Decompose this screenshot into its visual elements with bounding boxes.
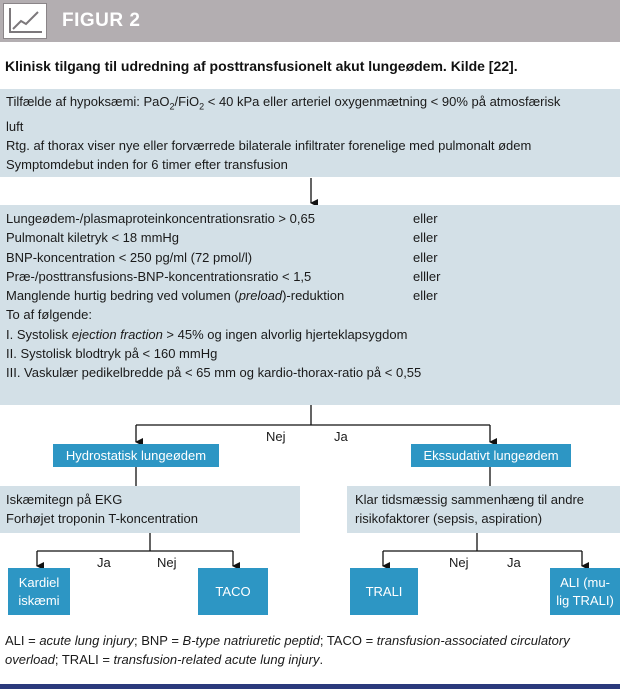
criteria-box-ischemia xyxy=(0,486,300,533)
branch-label-nej: Nej xyxy=(266,429,286,444)
criteria-line: III. Vaskulær pedikelbredde på < 65 mm og kardio-thorax-ratio på < 0,55 xyxy=(6,365,422,381)
outcome-taco: TACO xyxy=(198,568,268,615)
criteria-row: Præ-/posttransfusions-BNP-koncentrationsratio < 1,5 elller xyxy=(6,268,441,284)
criteria-line: II. Systolisk blodtryk på < 160 mmHg xyxy=(6,346,218,362)
criteria-row: Lungeødem-/plasmaproteinkoncentrationsratio > 0,65 eller xyxy=(6,211,438,226)
criteria-row: Pulmonalt kiletryk < 18 mmHg eller xyxy=(6,230,438,246)
branch-label-ja: Ja xyxy=(507,555,521,570)
outcome-cardiac-ischemia: Kardiel iskæmi xyxy=(8,568,70,615)
criteria-row: BNP-koncentration < 250 pg/ml (72 pmol/l) eller xyxy=(6,249,438,265)
abbreviations-footnote xyxy=(5,631,617,669)
branch-label-ja: Ja xyxy=(334,429,348,444)
criteria-line: Symptomdebut inden for 6 timer efter transfusion xyxy=(6,157,288,173)
outcome-ali: ALI (mu- lig TRALI) xyxy=(550,568,620,615)
criteria-box-risk-factors xyxy=(347,486,620,533)
footnote-line: overload; TRALI = transfusion-related acute lung injury. xyxy=(5,652,324,667)
branch-label-ja: Ja xyxy=(97,555,111,570)
outcome-trali: TRALI xyxy=(350,568,418,615)
branch-label-nej: Nej xyxy=(449,555,469,570)
node-hydrostatic: Hydrostatisk lungeødem xyxy=(53,444,219,467)
bottom-rule xyxy=(0,684,620,689)
criteria-line: risikofaktorer (sepsis, aspiration) xyxy=(355,511,543,527)
criteria-line: I. Systolisk ejection fraction > 45% og ingen alvorlig hjerteklapsygdom xyxy=(6,326,408,342)
figure-caption: Klinisk tilgang til udredning af posttransfusionelt akut lungeødem. Kilde [22]. xyxy=(5,58,518,74)
criteria-box-hydrostatic xyxy=(0,205,620,405)
footnote-line: ALI = acute lung injury; BNP = B-type natriuretic peptid; TACO = transfusion-associated circulatory xyxy=(5,633,570,648)
node-exudative: Ekssudativt lungeødem xyxy=(411,444,571,467)
criteria-line: To af følgende: xyxy=(6,307,92,323)
criteria-line: Klar tidsmæssig sammenhæng til andre xyxy=(355,492,585,507)
criteria-line: luft xyxy=(6,118,24,134)
criteria-line: Iskæmitegn på EKG xyxy=(6,492,123,507)
criteria-row: Manglende hurtig bedring ved volumen (preload)-reduktion eller xyxy=(6,288,438,304)
figure-label: FIGUR 2 xyxy=(62,10,141,31)
criteria-box-hypoxemia xyxy=(0,89,620,177)
criteria-line: Rtg. af thorax viser nye eller forværrede bilaterale infiltrater forenelige med pulmonalt ødem xyxy=(6,138,532,154)
criteria-line: Tilfælde af hypoksæmi: PaO$_2$/FiO$_2$ < 40 kPa eller arteriel oxygenmætning < 90% på atmosfærisk xyxy=(6,94,561,112)
criteria-line: Forhøjet troponin T-koncentration xyxy=(6,511,198,527)
branch-label-nej: Nej xyxy=(157,555,177,570)
